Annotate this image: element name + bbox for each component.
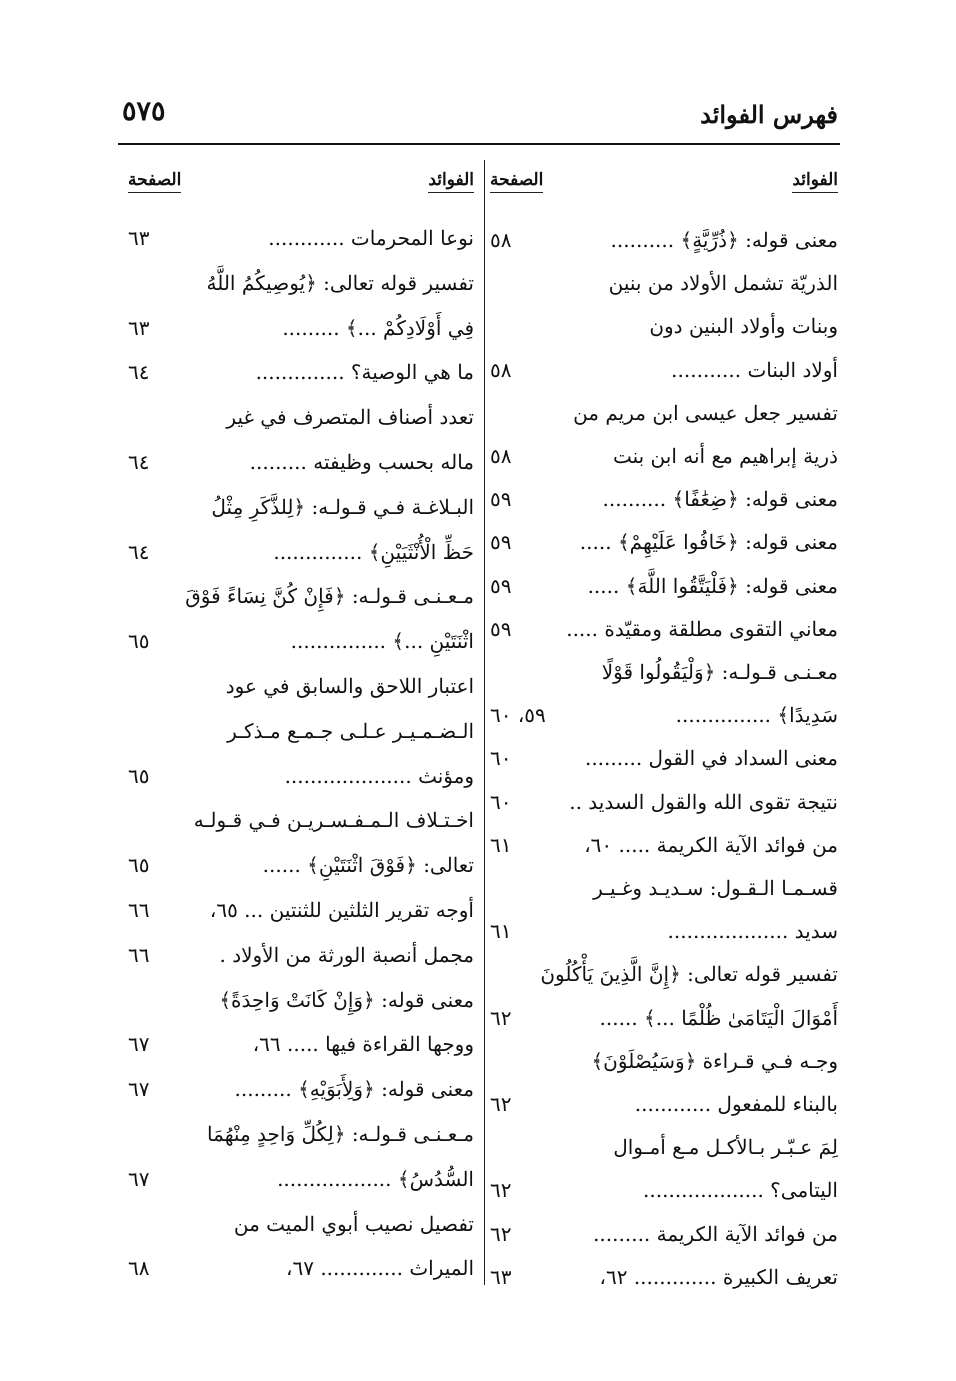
index-entry [490,1257,838,1297]
entry-text: فِي أَوْلَادِكُمْ ...﴾ ......... [282,315,474,340]
index-entry [490,436,838,476]
entry-text: معنى قوله: ﴿ضِعَٰفًا﴾ .......... [602,487,838,512]
column-header-page: الصفحة [128,170,181,193]
entry-text: تفسير جعل عيسى ابن مريم من [573,400,838,425]
entry-page: ٦٦ [128,942,150,967]
entry-page: ٦٥ [128,763,150,788]
column-divider [484,160,485,1285]
index-entry [490,782,838,822]
entry-page: ٦٥ [128,629,150,654]
index-entry [128,980,474,1020]
entry-page: ٦١ [490,832,512,857]
entry-page: ٦٤ [128,539,150,564]
entry-text: لِمَ عـبّـر بـالأكـل مـع أمـوال [613,1135,838,1160]
index-entry [490,825,838,865]
entry-page: ٦٢ [490,1221,512,1246]
index-entry [490,1084,838,1124]
index-entry [128,352,474,392]
entry-text: وجـه فـي قـراءة ﴿وَسَيُصْلَوْنَ﴾ [591,1048,838,1073]
index-entry [128,845,474,885]
entry-page: ٥٩، ٦٠ [490,703,546,728]
entry-text: معنى قوله: ﴿خَافُوا عَلَيْهِمْ﴾ ..... [579,530,838,555]
index-entry [128,218,474,258]
right-column-header [490,170,838,200]
entry-text: الـضـمـيـر عـلـى جـمـع مـذكـر [227,718,474,743]
index-entry [490,566,838,606]
entry-text: تعدد أصناف المتصرف في غير [226,405,474,430]
entry-page: ٦٨ [128,1256,150,1281]
index-entry [490,350,838,390]
entry-text: أَمْوَالَ الْيَتَامَىٰ ظُلْمًا ...﴾ ...... [599,1005,838,1030]
entry-text: معنى قوله: ﴿ذُرِّيَّةٍ﴾ .......... [610,228,838,252]
entry-text: ذرية إبراهيم مع أنه ابن بنت [612,444,838,468]
column-header-fawaid: الفوائد [428,170,474,193]
index-entry [490,479,838,519]
index-entry [128,621,474,661]
index-entry [490,609,838,649]
entry-text: مـعـنـى قـولـه: ﴿فَإِنْ كُنَّ نِسَاءً فَوْقَ [185,584,474,609]
entry-text: وبنات وأولاد البنين دون [649,314,838,339]
index-entry [490,911,838,951]
entry-text: الذريّة تشمل الأولاد من بنين [608,271,838,296]
index-entry [490,263,838,303]
index-entry [128,1024,474,1064]
index-entry [128,756,474,796]
entry-text: مـعـنـى قـولـه: ﴿لِكُلِّ وَاحِدٍ مِنْهُمَا [207,1122,474,1146]
index-entry [128,576,474,616]
index-entry [490,998,838,1038]
entry-page: ٥٨ [490,357,512,382]
entry-text: السُّدُسُ﴾ .................. [277,1166,474,1191]
entry-text: معنى قوله: ﴿فَلْيَتَّقُوا اللَّهَ﴾ ..... [587,573,838,598]
entry-page: ٦٧ [128,1166,150,1191]
index-entry [128,1069,474,1109]
entry-text: تعريف الكبيرة ............. ٦٢، [599,1264,838,1289]
index-entry [128,711,474,751]
entry-page: ٦٣ [128,226,150,250]
left-column-header [128,170,474,200]
entry-page: ٦٧ [128,1077,150,1102]
index-entry [490,738,838,778]
index-entry [128,666,474,706]
entry-text: بالبناء للمفعول ............ [634,1092,838,1116]
header-rule [118,143,840,145]
entry-text: سَدِيدًا﴾ ............... [675,703,838,728]
entry-text: الميراث ............. ٦٧، [286,1256,474,1281]
entry-text: اخـتـلاف الـمـفـسـريـن فـي قـولـه [193,808,474,833]
index-entry [490,393,838,433]
entry-page: ٦٠ [490,746,512,771]
index-entry [490,1214,838,1254]
index-entry [128,1204,474,1244]
entry-text: حَظِّ الْأُنْثَيَيْنِ﴾ .............. [273,539,474,564]
entry-text: اعتبار اللاحق والسابق في عود [225,674,474,698]
index-entry [490,868,838,908]
entry-text: اثْنَتَيْنِ ...﴾ ............... [290,629,474,654]
entry-page: ٦٤ [128,360,150,385]
entry-text: اليتامى؟ ................... [643,1178,838,1203]
entry-text: تفصيل نصيب أبوي الميت من [233,1211,474,1236]
page-header-title: فهرس الفوائد [700,100,838,129]
column-header-page: الصفحة [490,170,543,193]
entry-page: ٦٠ [490,789,512,814]
entry-text: معنى قوله: ﴿وَإِنْ كَانَتْ وَاحِدَةً﴾ [219,987,474,1012]
entry-text: ما هي الوصية؟ .............. [255,360,474,385]
index-entry [490,522,838,562]
index-entry [128,890,474,930]
entry-page: ٥٩ [490,530,512,555]
entry-text: قسـمـا الـقـول: سـديـد وغـيـر [593,876,838,900]
entry-page: ٦١ [490,919,512,944]
index-entry [128,935,474,975]
page-number: ٥٧٥ [122,96,166,127]
index-entry [128,800,474,840]
entry-page: ٥٩ [490,616,512,641]
entry-text: معاني التقوى مطلقة ومقيّدة ..... [566,616,838,641]
entry-page: ٦٣ [490,1264,512,1289]
entry-text: نتيجة تقوى الله والقول السديد .. [569,789,838,814]
entry-text: ووجها القراءة فيها ..... ٦٦، [252,1032,474,1057]
index-entry [490,220,838,260]
index-entry [490,954,838,994]
index-entry [490,1170,838,1210]
entry-text: نوعا المحرمات ............ [268,226,474,250]
index-entry [128,1114,474,1154]
entry-text: تعالى: ﴿فَوْقَ اثْنَتَيْنِ﴾ ...... [262,853,474,878]
index-entry [128,1159,474,1199]
entry-text: ماله بحسب وظيفته ......... [249,450,474,474]
entry-text: مجمل أنصبة الورثة من الأولاد . [219,942,474,967]
index-entry [128,487,474,527]
entry-page: ٦٦ [128,898,150,922]
entry-text: البـلاغـة فـي قـولـه: ﴿لِلذَّكَرِ مِثْلُ [211,494,474,519]
index-entry [490,306,838,346]
entry-page: ٦٢ [490,1178,512,1203]
index-entry [128,263,474,303]
entry-text: من فوائد الآية الكريمة ..... ٦٠، [584,832,838,857]
entry-page: ٥٨ [490,228,512,252]
entry-text: معـنـى قـولـه: ﴿وَلْيَقُولُوا قَوْلًا [601,660,838,684]
entry-text: أوجه تقرير الثلثين للثنتين ... ٦٥، [209,898,474,922]
index-entry [490,1127,838,1167]
index-entry [128,397,474,437]
entry-text: ومؤنث .................... [284,763,474,788]
entry-page: ٦٥ [128,853,150,878]
index-entry [128,1248,474,1288]
entry-text: معنى السداد في القول ......... [584,746,838,771]
entry-text: معنى قوله: ﴿وَلِأَبَوَيْهِ﴾ ......... [234,1077,474,1102]
index-entry [128,532,474,572]
entry-page: ٦٢ [490,1092,512,1116]
entry-text: تفسير قوله تعالى: ﴿يُوصِيكُمُ اللَّهُ [206,270,474,295]
index-entry [128,308,474,348]
index-entry [128,442,474,482]
index-entry [490,695,838,735]
index-entry [490,1041,838,1081]
entry-page: ٥٩ [490,487,512,512]
entry-page: ٦٤ [128,450,150,474]
entry-text: تفسير قوله تعالى: ﴿إِنَّ الَّذِينَ يَأْكُلُونَ [540,962,838,987]
entry-text: أولاد البنات ........... [671,357,838,382]
entry-page: ٦٢ [490,1005,512,1030]
entry-text: سديد ................... [667,919,838,944]
index-entry [490,652,838,692]
column-header-fawaid: الفوائد [792,170,838,193]
entry-page: ٥٨ [490,444,512,468]
entry-page: ٥٩ [490,573,512,598]
entry-page: ٦٧ [128,1032,150,1057]
entry-page: ٦٣ [128,315,150,340]
entry-text: من فوائد الآية الكريمة ......... [593,1221,838,1246]
